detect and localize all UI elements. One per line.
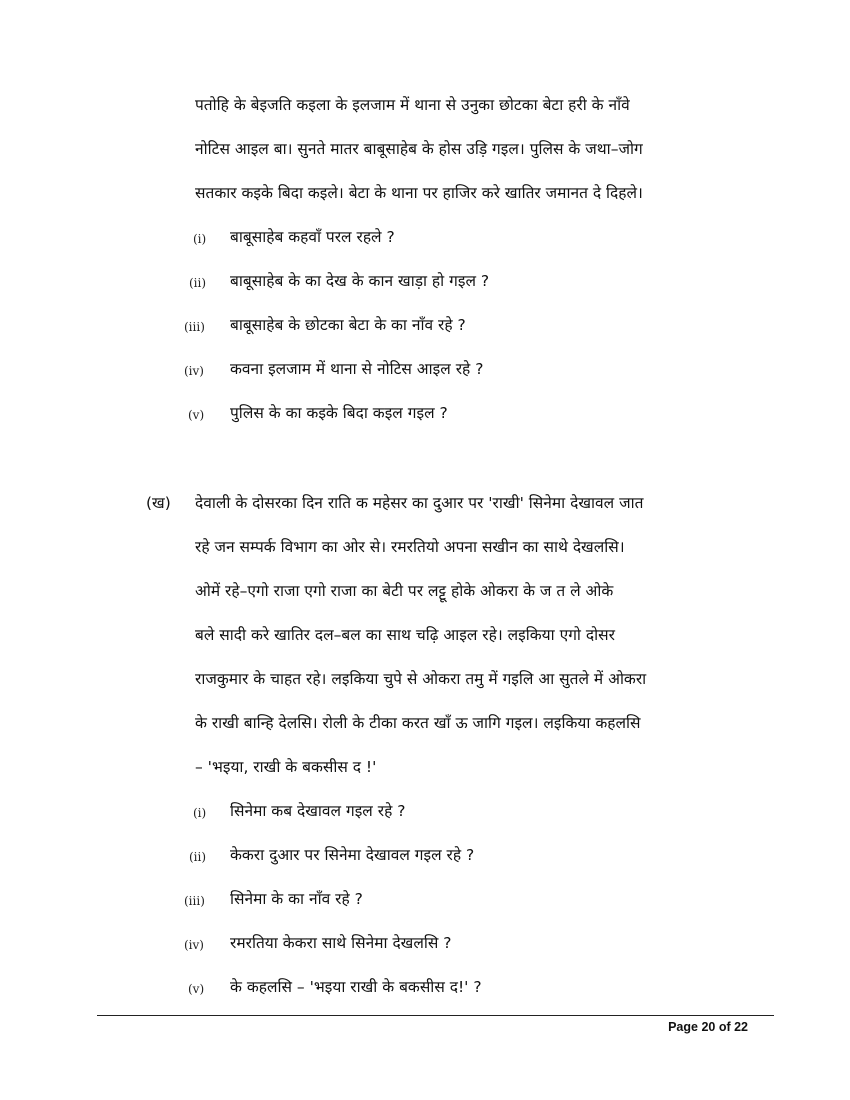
passage-line: सतकार कइके बिदा कइले। बेटा के थाना पर हाजिर करे खातिर जमानत दे दिहले।	[195, 184, 643, 202]
section-marker: (ख)	[146, 494, 171, 512]
question-number: (ii)	[189, 850, 207, 864]
question-text: सिनेमा कब देखावल गइल रहे ?	[230, 802, 406, 820]
question-text: रमरतिया केकरा साथे सिनेमा देखलसि ?	[230, 934, 452, 952]
passage-line: ओमें रहे–एगो राजा एगो राजा का बेटी पर लट्टू होके ओकरा के ज त ले ओके	[195, 582, 614, 600]
passage-line: पतोहि के बेइजति कइला के इलजाम में थाना से उनुका छोटका बेटा हरी के नाँवे	[195, 96, 630, 114]
passage-line: बले सादी करे खातिर दल–बल का साथ चढ़ि आइल रहे। लइकिया एगो दोसर	[195, 626, 615, 644]
passage-line: के राखी बान्हि देलसि। रोली के टीका करत खाँ ऊ जागि गइल। लइकिया कहलसि	[195, 714, 641, 732]
question-number: (v)	[188, 408, 205, 422]
passage-line: देवाली के दोसरका दिन राति क महेसर का दुआर पर 'राखी' सिनेमा देखावल जात	[195, 494, 644, 512]
footer-divider	[97, 1015, 774, 1016]
question-number: (i)	[193, 806, 207, 820]
passage-line: राजकुमार के चाहत रहे। लइकिया चुपे से ओकरा तमु में गइलि आ सुतले में ओकरा	[195, 670, 647, 688]
question-text: केकरा दुआर पर सिनेमा देखावल गइल रहे ?	[230, 846, 475, 864]
question-text: के कहलसि – 'भइया राखी के बकसीस द!' ?	[230, 978, 482, 996]
question-number: (iii)	[184, 894, 205, 908]
question-text: सिनेमा के का नाँव रहे ?	[230, 890, 363, 908]
question-number: (v)	[188, 982, 205, 996]
question-number: (i)	[193, 232, 207, 246]
question-text: कवना इलजाम में थाना से नोटिस आइल रहे ?	[230, 360, 484, 378]
question-number: (ii)	[189, 276, 207, 290]
passage-line: रहे जन सम्पर्क विभाग का ओर से। रमरतियो अपना सखीन का साथे देखलसि।	[195, 538, 625, 556]
question-text: बाबूसाहेब के छोटका बेटा के का नाँव रहे ?	[230, 316, 466, 334]
passage-line: – 'भइया, राखी के बकसीस द !'	[195, 758, 377, 776]
question-number: (iii)	[184, 320, 205, 334]
question-text: बाबूसाहेब कहवाँ परल रहले ?	[230, 228, 395, 246]
question-number: (iv)	[184, 938, 204, 952]
question-text: पुलिस के का कइके बिदा कइल गइल ?	[230, 404, 448, 422]
page-number: Page 20 of 22	[668, 1020, 748, 1034]
question-text: बाबूसाहेब के का देख के कान खाड़ा हो गइल ?	[230, 272, 490, 290]
passage-line: नोटिस आइल बा। सुनते मातर बाबूसाहेब के होस उड़ि गइल। पुलिस के जथा–जोग	[195, 140, 643, 158]
question-number: (iv)	[184, 364, 204, 378]
